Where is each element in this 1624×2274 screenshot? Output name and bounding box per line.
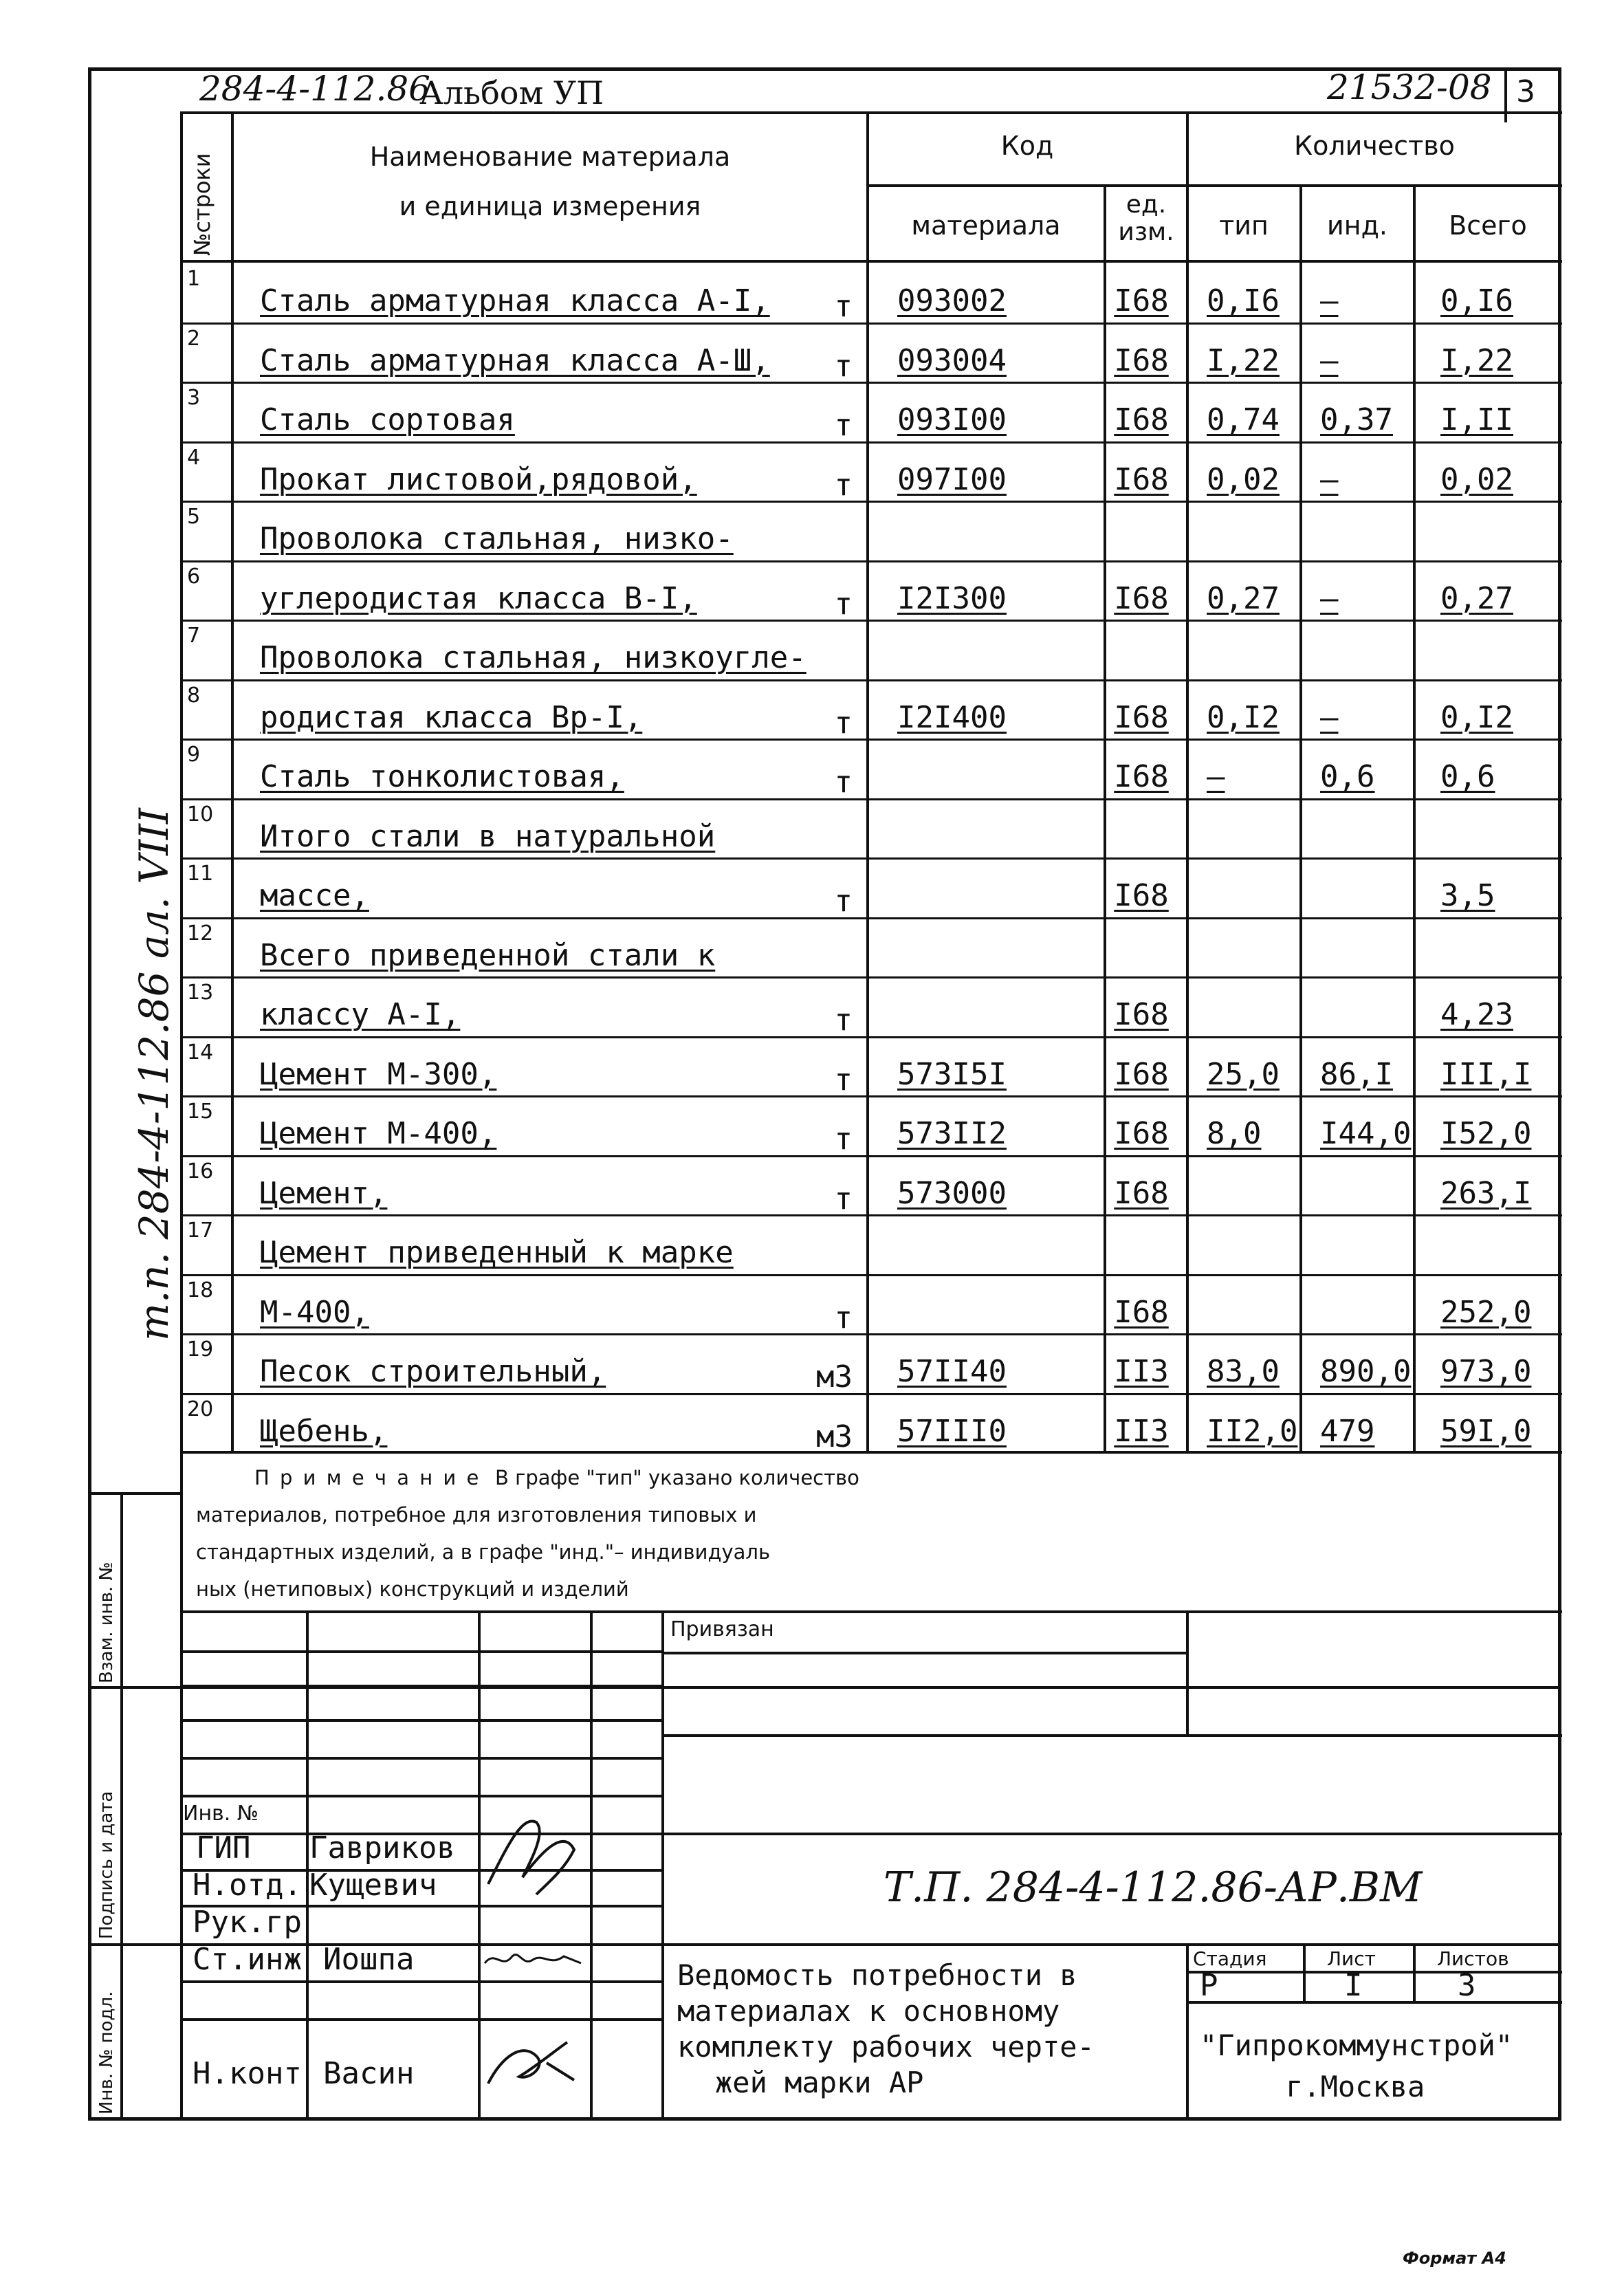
designation: Т.П. 284-4-112.86-АР.ВМ [884,1863,1423,1912]
row-number: 9 [187,743,201,767]
qty-type: 0,02 [1207,461,1280,497]
qty-type: – [1207,759,1225,794]
table-row [0,501,1624,561]
tb-top-line [180,1610,1562,1613]
sheet-title-line1: Ведомость потребности в [677,1958,1077,1992]
unit-code: I68 [1114,283,1169,318]
unit: м3 [816,1359,853,1395]
header-mid-line [866,184,1562,187]
row-number: 18 [187,1278,214,1302]
table-row [0,976,1624,1037]
qty-total: III,I [1440,1056,1532,1092]
table-row [0,1214,1624,1275]
side-strip-inner [120,1492,123,2121]
table-row [0,620,1624,680]
material-name: М-400, [260,1294,369,1330]
qty-ind: 0,6 [1320,759,1375,794]
table-row [0,1155,1624,1216]
tb-line [661,1652,1186,1654]
role-5: Н.конт [193,2056,302,2091]
table-row [0,1095,1624,1156]
qty-type: 8,0 [1207,1116,1262,1151]
row-number: 6 [187,564,201,589]
material-name: Сталь сортовая [260,402,515,437]
material-name: Сталь тонколистовая, [260,759,624,794]
qty-total: I,II [1440,402,1513,437]
unit-code: I68 [1114,1116,1169,1151]
material-name: Всего приведенной стали к [260,937,716,973]
corner-number: 3 [1516,74,1535,109]
unit: т [834,884,853,919]
unit: т [834,348,853,384]
table-row [0,679,1624,740]
sheet-title-line3: комплекту рабочих черте- [677,2030,1095,2064]
table-top-line [180,111,1562,114]
header-name-line1: Наименование материала [369,142,731,172]
tb-line-full [88,1686,1561,1689]
note-title: П р и м е ч а н и е [254,1466,481,1489]
material-name: классу А-I, [260,997,461,1032]
role-2: Рук.гр [193,1905,302,1940]
bound-label: Привязан [670,1617,774,1641]
unit: т [834,408,853,443]
row-number: 13 [187,981,214,1005]
row-number: 4 [187,445,201,470]
format-label: Формат А4 [1403,2249,1506,2268]
unit-code: I68 [1114,759,1169,794]
unit-code: I68 [1114,461,1169,497]
qty-total: 252,0 [1440,1294,1532,1330]
unit-code: I68 [1114,402,1169,437]
stage-value: Р [1200,1968,1218,2003]
material-name: Проволока стальная, низкоугле- [260,640,806,675]
album-label: Альбом УП [419,74,604,111]
material-code: 573II2 [897,1116,1007,1151]
unit-code: I68 [1114,699,1169,735]
role-3: Ст.инж [193,1942,302,1977]
stage-label: Стадия [1193,1947,1267,1970]
qty-total: I52,0 [1440,1116,1532,1151]
tb-vline [590,1610,593,2121]
sheet-title-line4: жей марки АР [715,2066,924,2099]
side-strip-outer [88,1492,91,2121]
role-0: ГИП [196,1830,251,1866]
sheet-value: I [1344,1968,1363,2003]
qty-type: 83,0 [1207,1354,1280,1389]
table-row [0,382,1624,442]
table-row [0,1036,1624,1097]
material-name: массе, [260,878,369,913]
qty-total: 263,I [1440,1175,1532,1211]
material-code: 57III0 [897,1413,1007,1449]
unit-code: I68 [1114,1294,1169,1330]
qty-total: 4,23 [1440,997,1513,1032]
unit: м3 [816,1419,853,1454]
qty-type: 0,27 [1207,580,1280,616]
qty-total: 0,I6 [1440,283,1513,318]
tb-line [1186,1971,1562,1974]
row-number: 20 [187,1397,214,1421]
unit-code: I68 [1114,1175,1169,1211]
row-number: 7 [187,624,201,648]
role-1: Н.отд. [193,1868,302,1903]
city: г.Москва [1286,2070,1425,2103]
tb-line [180,1795,661,1797]
unit: т [834,1181,853,1216]
row-number: 1 [187,267,201,291]
row-number: 12 [187,921,214,945]
header-name-line2: и единица измерения [399,191,701,221]
qty-ind: 86,I [1320,1056,1393,1092]
header-qty-type: тип [1219,210,1269,241]
side-label-podp: Подпись и дата [96,1791,117,1939]
tb-line-full [88,1943,1561,1946]
side-strip-top [88,1492,180,1495]
qty-ind: – [1320,699,1339,735]
unit-code: II3 [1114,1413,1169,1449]
header-code-material: материала [911,210,1061,241]
qty-total: 0,02 [1440,461,1513,497]
sheets-value: 3 [1458,1968,1476,2003]
material-code: I2I300 [897,580,1007,616]
qty-total: I,22 [1440,342,1513,378]
unit: т [834,1062,853,1097]
qty-ind: – [1320,283,1339,318]
note-line4: ных (нетиповых) конструкций и изделий [196,1577,629,1601]
qty-total: 59I,0 [1440,1413,1532,1449]
header-qty-ind: инд. [1327,210,1387,241]
unit: т [834,1003,853,1038]
person-0: Гавриков [309,1830,455,1866]
unit: т [834,467,853,503]
organization: "Гипрокоммунстрой" [1200,2029,1513,2062]
table-row [0,857,1624,918]
row-number: 14 [187,1040,214,1064]
material-name: Прокат листовой,рядовой, [260,461,697,497]
table-row [0,441,1624,502]
table-row [0,1274,1624,1335]
sheets-label: Листов [1437,1947,1509,1970]
material-code: 093002 [897,283,1007,318]
qty-ind: I44,0 [1320,1116,1412,1151]
row-number: 11 [187,862,214,886]
sheet-label: Лист [1327,1947,1376,1970]
header-qty-total: Всего [1449,210,1527,241]
qty-ind: 890,0 [1320,1354,1412,1389]
qty-type: II2,0 [1207,1413,1298,1449]
material-code: 573I5I [897,1056,1007,1092]
material-name: родистая класса Вр-I, [260,699,643,735]
person-3: Иошпа [323,1942,415,1977]
material-code: 093004 [897,342,1007,378]
material-name: углеродистая класса В-I, [260,580,697,616]
material-name: Цемент М-300, [260,1056,497,1092]
note-line1: В графе "тип" указано количество [495,1466,859,1489]
tb-vline [1413,1943,1416,2001]
tb-vline [478,1610,481,2121]
corner-divider [1504,67,1507,122]
material-code: 097I00 [897,461,1007,497]
row-number: 19 [187,1337,214,1362]
material-code: 093I00 [897,402,1007,437]
material-name: Песок строительный, [260,1354,606,1389]
qty-ind: – [1320,342,1339,378]
table-row [0,560,1624,621]
inv-label: Инв. № [183,1802,259,1826]
qty-total: 0,27 [1440,580,1513,616]
qty-ind: – [1320,580,1339,616]
table-row [0,739,1624,799]
tb-line [180,1650,661,1653]
album-ref: 284-4-112.86 [199,69,430,109]
qty-total: 0,I2 [1440,699,1513,735]
row-number: 10 [187,802,214,827]
material-code: 573000 [897,1175,1007,1211]
row-number: 3 [187,386,201,410]
tb-vline [1186,1610,1189,1734]
table-row [0,798,1624,859]
qty-type: I,22 [1207,342,1280,378]
table-row [0,917,1624,978]
tb-line [180,1980,661,1983]
material-code: 57II40 [897,1354,1007,1389]
signature-ioshpa [481,1946,584,1974]
unit-code: I68 [1114,580,1169,616]
row-number: 16 [187,1159,214,1183]
note-line2: материалов, потребное для изготовления типовых и [196,1503,757,1527]
qty-type: 0,74 [1207,402,1280,437]
unit: т [834,765,853,800]
unit-code: I68 [1114,878,1169,913]
table-row [0,322,1624,383]
material-name: Сталь арматурная класса А-Ш, [260,342,770,378]
qty-total: 3,5 [1440,878,1495,913]
tb-vline [661,1610,664,2121]
tb-vline [180,1451,183,2121]
row-number: 5 [187,505,201,529]
row-number: 17 [187,1218,214,1243]
signature-vasin [481,2029,584,2090]
header-code: Код [1000,131,1054,161]
note-line3: стандартных изделий, а в графе "инд."– индивидуаль [196,1540,771,1564]
tb-line [661,1734,1562,1737]
header-quantity: Количество [1294,131,1455,161]
tb-line [1186,2001,1562,2004]
material-name: Цемент М-400, [260,1116,497,1151]
material-code: I2I400 [897,699,1007,735]
material-name: Итого стали в натуральной [260,818,716,854]
doc-number: 21532-08 [1327,67,1492,107]
unit-code: II3 [1114,1354,1169,1389]
material-name: Сталь арматурная класса А-I, [260,283,770,318]
qty-ind: 0,37 [1320,402,1393,437]
unit-code: I68 [1114,997,1169,1032]
row-number: 8 [187,683,201,708]
qty-ind: 479 [1320,1413,1375,1449]
tb-line [180,1719,661,1722]
qty-ind: – [1320,461,1339,497]
unit: т [834,289,853,324]
unit: т [834,705,853,741]
side-label-vzam: Взам. инв. № [96,1562,117,1683]
unit: т [834,1122,853,1157]
table-row [0,1393,1624,1454]
unit-code: I68 [1114,342,1169,378]
unit: т [834,1300,853,1335]
person-1: Кущевич [309,1868,437,1903]
qty-type: 0,I2 [1207,699,1280,735]
qty-type: 25,0 [1207,1056,1280,1092]
table-row [0,263,1624,323]
header-code-unit: ед. изм. [1118,190,1174,246]
qty-type: 0,I6 [1207,283,1280,318]
material-name: Цемент приведенный к марке [260,1235,734,1270]
side-label-inv: Инв. № подл. [96,1991,117,2114]
tb-vline [306,1610,309,2121]
qty-total: 973,0 [1440,1354,1532,1389]
table-row [0,1333,1624,1394]
tb-vline [1303,1943,1306,2001]
signature-gavrikov [481,1802,584,1905]
person-5: Васин [323,2056,415,2091]
sheet-title-line2: материалах к основному [677,1994,1060,2028]
material-name: Цемент, [260,1175,388,1211]
unit-code: I68 [1114,1056,1169,1092]
header-row-no: №строки [189,153,215,256]
tb-vline [1186,1943,1189,2121]
side-handwritten-ref: т.п. 284-4-112.86 ал. VIII [131,808,177,1341]
row-number: 2 [187,326,201,351]
material-name: Щебень, [260,1413,388,1449]
row-number: 15 [187,1100,214,1124]
tb-line [180,2018,661,2021]
tb-line [180,1757,661,1760]
qty-total: 0,6 [1440,759,1495,794]
material-name: Проволока стальная, низко- [260,521,734,556]
unit: т [834,586,853,622]
